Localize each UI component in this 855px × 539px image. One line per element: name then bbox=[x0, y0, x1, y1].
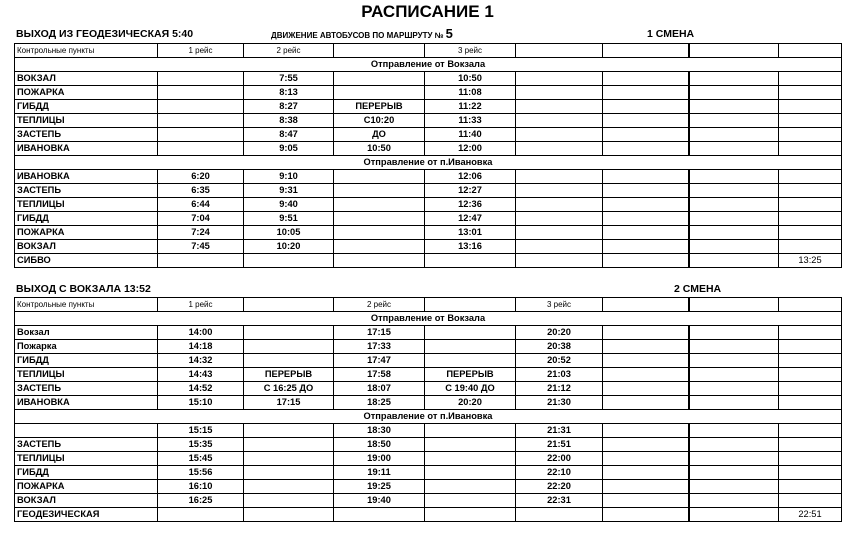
time-cell bbox=[425, 452, 516, 466]
stop-name-cell: Пожарка bbox=[15, 340, 158, 354]
time-cell: 22:31 bbox=[516, 494, 603, 508]
time-cell bbox=[690, 368, 779, 382]
time-cell bbox=[603, 452, 689, 466]
time-cell: 18:25 bbox=[334, 396, 425, 410]
stop-name-cell: ПОЖАРКА bbox=[15, 226, 158, 240]
time-cell bbox=[779, 198, 842, 212]
table-row bbox=[15, 368, 842, 382]
time-cell bbox=[244, 452, 334, 466]
time-cell bbox=[690, 240, 779, 254]
time-cell: 20:52 bbox=[516, 354, 603, 368]
route-label: ДВИЖЕНИЕ АВТОБУСОВ ПО МАРШРУТУ № bbox=[271, 31, 444, 40]
time-cell bbox=[690, 396, 779, 410]
time-cell bbox=[158, 128, 244, 142]
stop-name-cell: ВОКЗАЛ bbox=[15, 72, 158, 86]
time-cell: 10:05 bbox=[244, 226, 334, 240]
table-row bbox=[15, 382, 842, 396]
column-header bbox=[334, 44, 425, 58]
time-cell bbox=[603, 86, 689, 100]
time-cell bbox=[425, 354, 516, 368]
time-cell bbox=[603, 466, 689, 480]
table-row bbox=[15, 86, 842, 100]
time-cell bbox=[158, 254, 244, 268]
schedule-table-shift1 bbox=[14, 43, 842, 268]
time-cell: 15:15 bbox=[158, 424, 244, 438]
section-title: Отправление от Вокзала bbox=[15, 58, 842, 72]
table-row bbox=[15, 198, 842, 212]
stop-name-cell: ТЕПЛИЦЫ bbox=[15, 198, 158, 212]
time-cell: 13:01 bbox=[425, 226, 516, 240]
exit-time-shift2: ВЫХОД С ВОКЗАЛА 13:52 bbox=[16, 283, 151, 295]
time-cell: 7:45 bbox=[158, 240, 244, 254]
time-cell: 11:33 bbox=[425, 114, 516, 128]
time-cell bbox=[334, 170, 425, 184]
time-cell: 12:06 bbox=[425, 170, 516, 184]
stop-name-cell: ТЕПЛИЦЫ bbox=[15, 114, 158, 128]
time-cell bbox=[603, 226, 689, 240]
time-cell: 17:33 bbox=[334, 340, 425, 354]
time-cell: 11:08 bbox=[425, 86, 516, 100]
time-cell bbox=[779, 100, 842, 114]
time-cell: 22:51 bbox=[779, 508, 842, 522]
time-cell bbox=[334, 254, 425, 268]
time-cell: 17:15 bbox=[244, 396, 334, 410]
section-row bbox=[15, 156, 842, 170]
time-cell: 12:27 bbox=[425, 184, 516, 198]
time-cell bbox=[690, 452, 779, 466]
time-cell: 21:51 bbox=[516, 438, 603, 452]
stop-name-cell: СИБВО bbox=[15, 254, 158, 268]
time-cell bbox=[779, 424, 842, 438]
time-cell bbox=[334, 212, 425, 226]
time-cell bbox=[516, 198, 603, 212]
time-cell: 16:10 bbox=[158, 480, 244, 494]
column-header bbox=[425, 298, 516, 312]
table-row bbox=[15, 100, 842, 114]
time-cell bbox=[690, 254, 779, 268]
time-cell bbox=[690, 198, 779, 212]
time-cell bbox=[603, 114, 689, 128]
time-cell bbox=[516, 212, 603, 226]
time-cell bbox=[516, 86, 603, 100]
route-number: 5 bbox=[445, 26, 453, 41]
time-cell: 13:16 bbox=[425, 240, 516, 254]
time-cell bbox=[603, 100, 689, 114]
time-cell: 17:58 bbox=[334, 368, 425, 382]
time-cell bbox=[690, 212, 779, 226]
time-cell bbox=[158, 72, 244, 86]
time-cell bbox=[779, 368, 842, 382]
time-cell bbox=[516, 184, 603, 198]
time-cell bbox=[603, 424, 689, 438]
stop-name-cell: ТЕПЛИЦЫ bbox=[15, 452, 158, 466]
time-cell: 22:20 bbox=[516, 480, 603, 494]
stop-name-cell: ГЕОДЕЗИЧЕСКАЯ bbox=[15, 508, 158, 522]
time-cell: 20:38 bbox=[516, 340, 603, 354]
time-cell bbox=[603, 480, 689, 494]
stop-name-cell: ПОЖАРКА bbox=[15, 86, 158, 100]
stop-name-cell: ГИБДД bbox=[15, 466, 158, 480]
time-cell bbox=[690, 170, 779, 184]
time-cell bbox=[779, 212, 842, 226]
time-cell: 19:40 bbox=[334, 494, 425, 508]
table-row bbox=[15, 354, 842, 368]
stop-name-cell: ЗАСТЕПЬ bbox=[15, 382, 158, 396]
section-title: Отправление от Вокзала bbox=[15, 312, 842, 326]
time-cell bbox=[516, 240, 603, 254]
time-cell bbox=[779, 326, 842, 340]
column-header bbox=[779, 44, 842, 58]
time-cell bbox=[779, 340, 842, 354]
time-cell: 15:56 bbox=[158, 466, 244, 480]
time-cell: 18:50 bbox=[334, 438, 425, 452]
time-cell bbox=[334, 86, 425, 100]
time-cell: 21:12 bbox=[516, 382, 603, 396]
column-header: 2 рейс bbox=[244, 44, 334, 58]
time-cell bbox=[244, 340, 334, 354]
time-cell bbox=[779, 466, 842, 480]
time-cell bbox=[158, 508, 244, 522]
table-header-row bbox=[15, 44, 842, 58]
time-cell bbox=[690, 326, 779, 340]
time-cell bbox=[690, 382, 779, 396]
time-cell bbox=[603, 170, 689, 184]
time-cell: 9:05 bbox=[244, 142, 334, 156]
table-row bbox=[15, 480, 842, 494]
column-header bbox=[779, 298, 842, 312]
stop-name-cell: ИВАНОВКА bbox=[15, 142, 158, 156]
time-cell bbox=[425, 508, 516, 522]
time-cell bbox=[334, 226, 425, 240]
shift1-label: 1 СМЕНА bbox=[647, 28, 695, 40]
time-cell: С 16:25 ДО bbox=[244, 382, 334, 396]
time-cell: 8:38 bbox=[244, 114, 334, 128]
stop-name-cell: ПОЖАРКА bbox=[15, 480, 158, 494]
time-cell bbox=[244, 508, 334, 522]
time-cell: 7:24 bbox=[158, 226, 244, 240]
time-cell: ПЕРЕРЫВ bbox=[425, 368, 516, 382]
table-row bbox=[15, 184, 842, 198]
time-cell bbox=[425, 438, 516, 452]
time-cell: 9:10 bbox=[244, 170, 334, 184]
stop-name-cell: ГИБДД bbox=[15, 100, 158, 114]
time-cell bbox=[779, 240, 842, 254]
section-row bbox=[15, 312, 842, 326]
time-cell bbox=[334, 72, 425, 86]
time-cell bbox=[425, 326, 516, 340]
time-cell bbox=[779, 170, 842, 184]
time-cell bbox=[425, 480, 516, 494]
table-row bbox=[15, 226, 842, 240]
time-cell bbox=[690, 508, 779, 522]
section-row bbox=[15, 58, 842, 72]
time-cell bbox=[603, 382, 689, 396]
time-cell: 21:03 bbox=[516, 368, 603, 382]
time-cell bbox=[603, 368, 689, 382]
time-cell bbox=[425, 494, 516, 508]
time-cell: 9:31 bbox=[244, 184, 334, 198]
time-cell bbox=[779, 142, 842, 156]
time-cell bbox=[516, 114, 603, 128]
time-cell: 15:35 bbox=[158, 438, 244, 452]
time-cell: 21:30 bbox=[516, 396, 603, 410]
table-row bbox=[15, 326, 842, 340]
time-cell: ПЕРЕРЫВ bbox=[334, 100, 425, 114]
time-cell bbox=[779, 438, 842, 452]
time-cell bbox=[603, 198, 689, 212]
stop-name-cell: ВОКЗАЛ bbox=[15, 494, 158, 508]
time-cell bbox=[779, 226, 842, 240]
table-header-row bbox=[15, 298, 842, 312]
time-cell bbox=[603, 254, 689, 268]
page-title: РАСПИСАНИЕ 1 bbox=[361, 2, 494, 21]
time-cell: 10:50 bbox=[425, 72, 516, 86]
schedule-table-shift2 bbox=[14, 297, 842, 522]
time-cell: 10:50 bbox=[334, 142, 425, 156]
shift2-label: 2 СМЕНА bbox=[674, 283, 722, 295]
stop-name-cell: Вокзал bbox=[15, 326, 158, 340]
time-cell: 20:20 bbox=[516, 326, 603, 340]
time-cell bbox=[516, 128, 603, 142]
table-row bbox=[15, 508, 842, 522]
time-cell bbox=[516, 170, 603, 184]
time-cell: 12:47 bbox=[425, 212, 516, 226]
time-cell bbox=[779, 494, 842, 508]
time-cell bbox=[244, 326, 334, 340]
time-cell: 9:40 bbox=[244, 198, 334, 212]
stop-name-cell: ТЕПЛИЦЫ bbox=[15, 368, 158, 382]
section-title: Отправление от п.Ивановка bbox=[15, 410, 842, 424]
table-row bbox=[15, 340, 842, 354]
time-cell: ПЕРЕРЫВ bbox=[244, 368, 334, 382]
time-cell bbox=[603, 212, 689, 226]
time-cell bbox=[603, 240, 689, 254]
time-cell: 19:11 bbox=[334, 466, 425, 480]
column-header: 3 рейс bbox=[516, 298, 603, 312]
column-header bbox=[690, 44, 779, 58]
table-row bbox=[15, 72, 842, 86]
column-header: 2 рейс bbox=[334, 298, 425, 312]
time-cell: 11:22 bbox=[425, 100, 516, 114]
time-cell: ДО bbox=[334, 128, 425, 142]
time-cell bbox=[690, 438, 779, 452]
time-cell bbox=[516, 254, 603, 268]
time-cell bbox=[516, 72, 603, 86]
table-row bbox=[15, 438, 842, 452]
time-cell bbox=[334, 198, 425, 212]
time-cell bbox=[244, 438, 334, 452]
time-cell: 22:00 bbox=[516, 452, 603, 466]
section-title: Отправление от п.Ивановка bbox=[15, 156, 842, 170]
time-cell: 8:27 bbox=[244, 100, 334, 114]
time-cell: 14:52 bbox=[158, 382, 244, 396]
time-cell bbox=[690, 494, 779, 508]
exit-time-shift1: ВЫХОД ИЗ ГЕОДЕЗИЧЕСКАЯ 5:40 bbox=[16, 28, 194, 40]
time-cell bbox=[603, 184, 689, 198]
time-cell bbox=[603, 72, 689, 86]
time-cell: 16:25 bbox=[158, 494, 244, 508]
time-cell: 7:55 bbox=[244, 72, 334, 86]
table-row bbox=[15, 170, 842, 184]
time-cell: 8:47 bbox=[244, 128, 334, 142]
table-row bbox=[15, 240, 842, 254]
time-cell bbox=[779, 86, 842, 100]
time-cell: 20:20 bbox=[425, 396, 516, 410]
stop-name-cell: ЗАСТЕПЬ bbox=[15, 184, 158, 198]
stop-name-cell: ИВАНОВКА bbox=[15, 170, 158, 184]
time-cell: 8:13 bbox=[244, 86, 334, 100]
time-cell: 6:35 bbox=[158, 184, 244, 198]
table-row bbox=[15, 466, 842, 480]
table-row bbox=[15, 494, 842, 508]
stop-name-cell: ЗАСТЕПЬ bbox=[15, 438, 158, 452]
column-header bbox=[690, 298, 779, 312]
time-cell: 14:32 bbox=[158, 354, 244, 368]
table-row bbox=[15, 114, 842, 128]
table-row bbox=[15, 128, 842, 142]
stop-name-cell: ИВАНОВКА bbox=[15, 396, 158, 410]
table-row bbox=[15, 424, 842, 438]
time-cell bbox=[425, 424, 516, 438]
time-cell: 7:04 bbox=[158, 212, 244, 226]
time-cell: 22:10 bbox=[516, 466, 603, 480]
time-cell: 12:36 bbox=[425, 198, 516, 212]
time-cell: 15:10 bbox=[158, 396, 244, 410]
time-cell bbox=[425, 466, 516, 480]
stop-name-cell bbox=[15, 424, 158, 438]
column-header bbox=[603, 298, 689, 312]
time-cell: 11:40 bbox=[425, 128, 516, 142]
time-cell bbox=[516, 508, 603, 522]
time-cell bbox=[244, 354, 334, 368]
time-cell bbox=[690, 466, 779, 480]
column-header bbox=[603, 44, 689, 58]
time-cell bbox=[603, 494, 689, 508]
time-cell bbox=[779, 184, 842, 198]
time-cell bbox=[603, 142, 689, 156]
time-cell: 17:47 bbox=[334, 354, 425, 368]
time-cell bbox=[779, 396, 842, 410]
time-cell: 14:00 bbox=[158, 326, 244, 340]
time-cell bbox=[690, 100, 779, 114]
table-row bbox=[15, 254, 842, 268]
time-cell bbox=[603, 438, 689, 452]
time-cell: 6:20 bbox=[158, 170, 244, 184]
stop-name-cell: ГИБДД bbox=[15, 212, 158, 226]
column-header bbox=[244, 298, 334, 312]
time-cell: 6:44 bbox=[158, 198, 244, 212]
time-cell bbox=[425, 254, 516, 268]
column-header: Контрольные пункты bbox=[15, 44, 158, 58]
time-cell bbox=[603, 326, 689, 340]
column-header: 1 рейс bbox=[158, 298, 244, 312]
time-cell bbox=[244, 480, 334, 494]
time-cell: 19:00 bbox=[334, 452, 425, 466]
time-cell: 19:25 bbox=[334, 480, 425, 494]
time-cell bbox=[158, 86, 244, 100]
stop-name-cell: ЗАСТЕПЬ bbox=[15, 128, 158, 142]
route-heading bbox=[271, 27, 453, 43]
time-cell bbox=[690, 72, 779, 86]
column-header: Контрольные пункты bbox=[15, 298, 158, 312]
time-cell bbox=[603, 128, 689, 142]
column-header: 3 рейс bbox=[425, 44, 516, 58]
time-cell: 12:00 bbox=[425, 142, 516, 156]
column-header bbox=[516, 44, 603, 58]
time-cell: 14:18 bbox=[158, 340, 244, 354]
time-cell bbox=[603, 340, 689, 354]
table-row bbox=[15, 142, 842, 156]
time-cell bbox=[690, 184, 779, 198]
time-cell: 21:31 bbox=[516, 424, 603, 438]
column-header: 1 рейс bbox=[158, 44, 244, 58]
time-cell: 15:45 bbox=[158, 452, 244, 466]
time-cell bbox=[779, 480, 842, 494]
time-cell bbox=[158, 100, 244, 114]
time-cell bbox=[334, 184, 425, 198]
time-cell bbox=[779, 72, 842, 86]
time-cell bbox=[244, 466, 334, 480]
time-cell bbox=[690, 354, 779, 368]
time-cell bbox=[603, 396, 689, 410]
time-cell bbox=[690, 480, 779, 494]
time-cell bbox=[334, 508, 425, 522]
time-cell bbox=[334, 240, 425, 254]
time-cell bbox=[779, 452, 842, 466]
time-cell: 14:43 bbox=[158, 368, 244, 382]
time-cell bbox=[690, 114, 779, 128]
time-cell: С10:20 bbox=[334, 114, 425, 128]
time-cell: 17:15 bbox=[334, 326, 425, 340]
time-cell bbox=[603, 508, 689, 522]
time-cell bbox=[244, 494, 334, 508]
table-row bbox=[15, 452, 842, 466]
time-cell bbox=[779, 354, 842, 368]
stop-name-cell: ВОКЗАЛ bbox=[15, 240, 158, 254]
section-row bbox=[15, 410, 842, 424]
time-cell bbox=[779, 382, 842, 396]
time-cell bbox=[690, 226, 779, 240]
time-cell bbox=[516, 100, 603, 114]
time-cell: 18:30 bbox=[334, 424, 425, 438]
time-cell bbox=[690, 424, 779, 438]
time-cell: 13:25 bbox=[779, 254, 842, 268]
time-cell bbox=[158, 114, 244, 128]
time-cell bbox=[516, 142, 603, 156]
time-cell: 9:51 bbox=[244, 212, 334, 226]
time-cell bbox=[244, 424, 334, 438]
time-cell: С 19:40 ДО bbox=[425, 382, 516, 396]
time-cell: 18:07 bbox=[334, 382, 425, 396]
time-cell bbox=[244, 254, 334, 268]
table-row bbox=[15, 396, 842, 410]
time-cell bbox=[603, 354, 689, 368]
time-cell bbox=[690, 142, 779, 156]
time-cell bbox=[690, 128, 779, 142]
stop-name-cell: ГИБДД bbox=[15, 354, 158, 368]
time-cell bbox=[425, 340, 516, 354]
time-cell bbox=[779, 128, 842, 142]
time-cell: 10:20 bbox=[244, 240, 334, 254]
time-cell bbox=[690, 340, 779, 354]
table-row bbox=[15, 212, 842, 226]
time-cell bbox=[690, 86, 779, 100]
time-cell bbox=[516, 226, 603, 240]
time-cell bbox=[779, 114, 842, 128]
time-cell bbox=[158, 142, 244, 156]
